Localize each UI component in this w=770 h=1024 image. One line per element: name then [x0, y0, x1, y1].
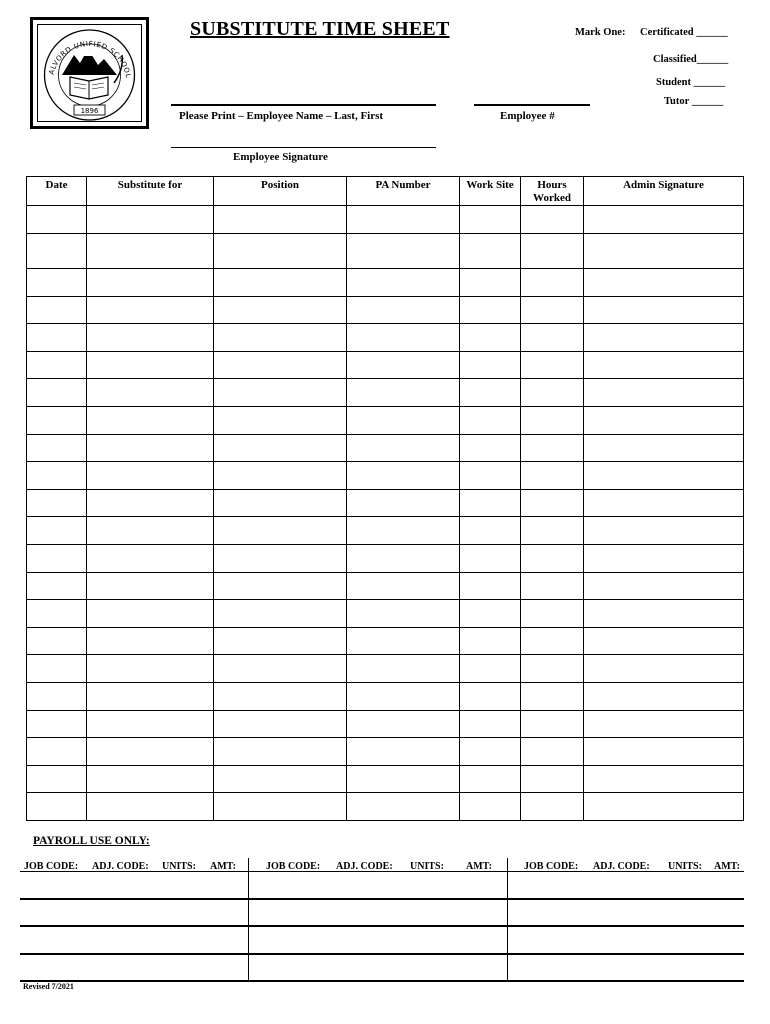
cell-date[interactable] [27, 351, 87, 379]
cell-substitute-for[interactable] [87, 324, 214, 352]
time-sheet-table [26, 176, 744, 821]
cell-date[interactable] [27, 406, 87, 434]
cell-position[interactable] [214, 234, 347, 269]
option-classified[interactable]: Classified______ [653, 54, 729, 65]
cell-position[interactable] [214, 462, 347, 490]
table-row [27, 655, 744, 683]
svg-text:ALVORD UNIFIED SCHOOL DISTRICT: ALVORD UNIFIED SCHOOL [47, 40, 133, 79]
cell-substitute-for[interactable] [87, 544, 214, 572]
table-row [27, 682, 744, 710]
column-header-hours-worked: Hours Worked [521, 177, 584, 206]
cell-pa-number[interactable] [347, 544, 460, 572]
cell-date[interactable] [27, 489, 87, 517]
employee-signature-label: Employee Signature [233, 151, 328, 163]
cell-work-site[interactable] [460, 738, 521, 766]
cell-admin-signature[interactable] [584, 269, 744, 297]
cell-pa-number[interactable] [347, 234, 460, 269]
payroll-divider-2 [507, 858, 508, 982]
cell-hours-worked[interactable] [521, 296, 584, 324]
table-row [27, 206, 744, 234]
cell-hours-worked[interactable] [521, 600, 584, 628]
cell-hours-worked[interactable] [521, 269, 584, 297]
cell-date[interactable] [27, 462, 87, 490]
cell-work-site[interactable] [460, 544, 521, 572]
cell-hours-worked[interactable] [521, 406, 584, 434]
cell-work-site[interactable] [460, 234, 521, 269]
cell-hours-worked[interactable] [521, 544, 584, 572]
cell-work-site[interactable] [460, 627, 521, 655]
cell-work-site[interactable] [460, 462, 521, 490]
cell-position[interactable] [214, 738, 347, 766]
cell-date[interactable] [27, 434, 87, 462]
cell-date[interactable] [27, 765, 87, 793]
employee-number-label: Employee # [500, 110, 555, 122]
cell-work-site[interactable] [460, 600, 521, 628]
option-tutor[interactable]: Tutor ______ [664, 96, 724, 107]
table-row [27, 544, 744, 572]
cell-pa-number[interactable] [347, 434, 460, 462]
cell-hours-worked[interactable] [521, 627, 584, 655]
cell-work-site[interactable] [460, 765, 521, 793]
employee-name-label: Please Print – Employee Name – Last, First [179, 110, 384, 122]
column-header-admin-signature: Admin Signature [584, 177, 744, 206]
cell-substitute-for[interactable] [87, 682, 214, 710]
cell-substitute-for[interactable] [87, 655, 214, 683]
cell-pa-number[interactable] [347, 793, 460, 821]
cell-pa-number[interactable] [347, 296, 460, 324]
employee-name-field[interactable] [171, 104, 436, 106]
employee-signature-field[interactable] [171, 147, 436, 148]
option-student[interactable]: Student ______ [656, 77, 726, 88]
cell-pa-number[interactable] [347, 351, 460, 379]
cell-pa-number[interactable] [347, 206, 460, 234]
payroll-divider-1 [248, 858, 249, 982]
cell-position[interactable] [214, 489, 347, 517]
cell-pa-number[interactable] [347, 738, 460, 766]
cell-pa-number[interactable] [347, 682, 460, 710]
cell-position[interactable] [214, 406, 347, 434]
cell-admin-signature[interactable] [584, 738, 744, 766]
table-row [27, 324, 744, 352]
cell-pa-number[interactable] [347, 710, 460, 738]
cell-hours-worked[interactable] [521, 682, 584, 710]
cell-date[interactable] [27, 572, 87, 600]
cell-admin-signature[interactable] [584, 710, 744, 738]
cell-admin-signature[interactable] [584, 434, 744, 462]
cell-position[interactable] [214, 379, 347, 407]
cell-pa-number[interactable] [347, 406, 460, 434]
cell-pa-number[interactable] [347, 269, 460, 297]
table-row [27, 489, 744, 517]
page-title: SUBSTITUTE TIME SHEET [190, 18, 450, 40]
cell-admin-signature[interactable] [584, 682, 744, 710]
cell-date[interactable] [27, 682, 87, 710]
table-header-row [27, 177, 744, 206]
cell-substitute-for[interactable] [87, 738, 214, 766]
cell-date[interactable] [27, 269, 87, 297]
cell-work-site[interactable] [460, 324, 521, 352]
cell-hours-worked[interactable] [521, 655, 584, 683]
cell-position[interactable] [214, 600, 347, 628]
cell-work-site[interactable] [460, 206, 521, 234]
cell-hours-worked[interactable] [521, 710, 584, 738]
cell-date[interactable] [27, 738, 87, 766]
cell-substitute-for[interactable] [87, 572, 214, 600]
table-row [27, 793, 744, 821]
cell-pa-number[interactable] [347, 324, 460, 352]
cell-pa-number[interactable] [347, 489, 460, 517]
column-header-date: Date [27, 177, 87, 206]
cell-substitute-for[interactable] [87, 206, 214, 234]
district-seal-icon [38, 25, 141, 121]
table-row [27, 517, 744, 545]
cell-admin-signature[interactable] [584, 600, 744, 628]
column-header-pa-number: PA Number [347, 177, 460, 206]
cell-hours-worked[interactable] [521, 234, 584, 269]
cell-admin-signature[interactable] [584, 627, 744, 655]
cell-substitute-for[interactable] [87, 269, 214, 297]
cell-date[interactable] [27, 544, 87, 572]
cell-pa-number[interactable] [347, 379, 460, 407]
table-row [27, 351, 744, 379]
cell-substitute-for[interactable] [87, 710, 214, 738]
cell-admin-signature[interactable] [584, 379, 744, 407]
cell-date[interactable] [27, 296, 87, 324]
cell-date[interactable] [27, 234, 87, 269]
cell-admin-signature[interactable] [584, 206, 744, 234]
cell-position[interactable] [214, 544, 347, 572]
payroll-units-label: UNITS: [668, 861, 702, 872]
cell-work-site[interactable] [460, 296, 521, 324]
cell-hours-worked[interactable] [521, 351, 584, 379]
cell-date[interactable] [27, 627, 87, 655]
cell-hours-worked[interactable] [521, 324, 584, 352]
cell-substitute-for[interactable] [87, 793, 214, 821]
table-row [27, 234, 744, 269]
cell-work-site[interactable] [460, 572, 521, 600]
payroll-adj-code-label: ADJ. CODE: [92, 861, 149, 872]
column-header-substitute-for: Substitute for [87, 177, 214, 206]
cell-hours-worked[interactable] [521, 489, 584, 517]
cell-work-site[interactable] [460, 517, 521, 545]
cell-date[interactable] [27, 600, 87, 628]
cell-position[interactable] [214, 517, 347, 545]
cell-admin-signature[interactable] [584, 462, 744, 490]
cell-position[interactable] [214, 434, 347, 462]
cell-work-site[interactable] [460, 379, 521, 407]
cell-work-site[interactable] [460, 434, 521, 462]
cell-position[interactable] [214, 572, 347, 600]
payroll-job-code-label: JOB CODE: [266, 861, 321, 872]
table-row [27, 269, 744, 297]
cell-hours-worked[interactable] [521, 434, 584, 462]
cell-admin-signature[interactable] [584, 351, 744, 379]
cell-date[interactable] [27, 517, 87, 545]
table-row [27, 434, 744, 462]
cell-position[interactable] [214, 269, 347, 297]
cell-admin-signature[interactable] [584, 572, 744, 600]
cell-work-site[interactable] [460, 710, 521, 738]
cell-hours-worked[interactable] [521, 462, 584, 490]
cell-admin-signature[interactable] [584, 296, 744, 324]
payroll-amt-label: AMT: [714, 861, 740, 872]
cell-substitute-for[interactable] [87, 296, 214, 324]
cell-work-site[interactable] [460, 655, 521, 683]
cell-substitute-for[interactable] [87, 627, 214, 655]
cell-substitute-for[interactable] [87, 765, 214, 793]
payroll-entry-line[interactable] [20, 980, 744, 982]
cell-date[interactable] [27, 655, 87, 683]
table-row [27, 710, 744, 738]
cell-work-site[interactable] [460, 793, 521, 821]
cell-substitute-for[interactable] [87, 406, 214, 434]
column-header-position: Position [214, 177, 347, 206]
table-row [27, 765, 744, 793]
cell-admin-signature[interactable] [584, 489, 744, 517]
employee-number-field[interactable] [474, 104, 590, 106]
option-certificated[interactable]: Certificated ______ [640, 27, 728, 38]
cell-pa-number[interactable] [347, 765, 460, 793]
cell-position[interactable] [214, 655, 347, 683]
cell-admin-signature[interactable] [584, 765, 744, 793]
cell-admin-signature[interactable] [584, 517, 744, 545]
cell-hours-worked[interactable] [521, 379, 584, 407]
table-row [27, 296, 744, 324]
cell-work-site[interactable] [460, 682, 521, 710]
cell-hours-worked[interactable] [521, 765, 584, 793]
table-row [27, 738, 744, 766]
cell-admin-signature[interactable] [584, 324, 744, 352]
cell-hours-worked[interactable] [521, 738, 584, 766]
payroll-amt-label: AMT: [466, 861, 492, 872]
cell-admin-signature[interactable] [584, 544, 744, 572]
revision-date: Revised 7/2021 [23, 982, 74, 991]
cell-admin-signature[interactable] [584, 655, 744, 683]
table-row [27, 379, 744, 407]
cell-pa-number[interactable] [347, 572, 460, 600]
table-row [27, 462, 744, 490]
cell-substitute-for[interactable] [87, 462, 214, 490]
payroll-entry-line[interactable] [20, 898, 744, 900]
cell-work-site[interactable] [460, 269, 521, 297]
payroll-job-code-label: JOB CODE: [24, 861, 79, 872]
payroll-units-label: UNITS: [410, 861, 444, 872]
payroll-adj-code-label: ADJ. CODE: [593, 861, 650, 872]
cell-substitute-for[interactable] [87, 379, 214, 407]
cell-substitute-for[interactable] [87, 351, 214, 379]
cell-pa-number[interactable] [347, 517, 460, 545]
table-row [27, 572, 744, 600]
cell-position[interactable] [214, 765, 347, 793]
cell-substitute-for[interactable] [87, 517, 214, 545]
cell-pa-number[interactable] [347, 462, 460, 490]
cell-work-site[interactable] [460, 351, 521, 379]
payroll-entry-line[interactable] [20, 925, 744, 927]
table-row [27, 600, 744, 628]
cell-substitute-for[interactable] [87, 434, 214, 462]
cell-position[interactable] [214, 710, 347, 738]
cell-admin-signature[interactable] [584, 793, 744, 821]
cell-hours-worked[interactable] [521, 793, 584, 821]
cell-pa-number[interactable] [347, 655, 460, 683]
cell-date[interactable] [27, 793, 87, 821]
cell-substitute-for[interactable] [87, 600, 214, 628]
cell-position[interactable] [214, 324, 347, 352]
cell-hours-worked[interactable] [521, 206, 584, 234]
cell-position[interactable] [214, 296, 347, 324]
cell-work-site[interactable] [460, 489, 521, 517]
column-header-work-site: Work Site [460, 177, 521, 206]
cell-substitute-for[interactable] [87, 234, 214, 269]
cell-hours-worked[interactable] [521, 517, 584, 545]
cell-substitute-for[interactable] [87, 489, 214, 517]
cell-date[interactable] [27, 206, 87, 234]
payroll-units-label: UNITS: [162, 861, 196, 872]
table-row [27, 406, 744, 434]
cell-position[interactable] [214, 206, 347, 234]
payroll-heading: PAYROLL USE ONLY: [33, 835, 150, 847]
cell-hours-worked[interactable] [521, 572, 584, 600]
cell-position[interactable] [214, 682, 347, 710]
cell-position[interactable] [214, 793, 347, 821]
cell-position[interactable] [214, 627, 347, 655]
payroll-amt-label: AMT: [210, 861, 236, 872]
payroll-job-code-label: JOB CODE: [524, 861, 579, 872]
cell-date[interactable] [27, 324, 87, 352]
cell-pa-number[interactable] [347, 600, 460, 628]
cell-date[interactable] [27, 710, 87, 738]
table-row [27, 627, 744, 655]
cell-admin-signature[interactable] [584, 406, 744, 434]
cell-admin-signature[interactable] [584, 234, 744, 269]
cell-date[interactable] [27, 379, 87, 407]
payroll-entry-line[interactable] [20, 953, 744, 955]
cell-work-site[interactable] [460, 406, 521, 434]
cell-pa-number[interactable] [347, 627, 460, 655]
district-logo [30, 17, 149, 129]
cell-position[interactable] [214, 351, 347, 379]
payroll-adj-code-label: ADJ. CODE: [336, 861, 393, 872]
logo-year: 1896 [80, 107, 99, 115]
mark-one-label: Mark One: [575, 27, 626, 38]
